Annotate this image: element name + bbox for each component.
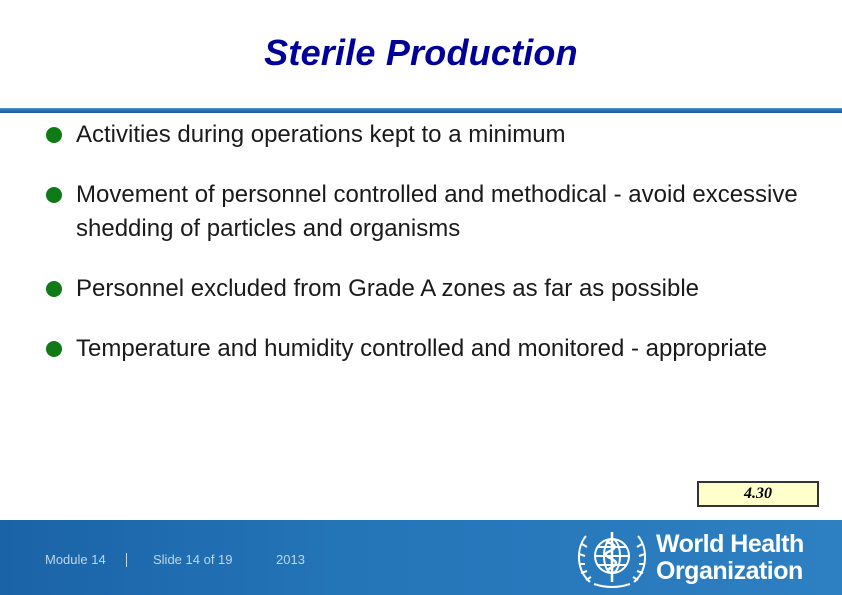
footer-separator	[126, 553, 127, 567]
title-divider	[0, 108, 842, 113]
who-organization-name	[656, 531, 804, 585]
bullet-text: Movement of personnel controlled and methodical - avoid excessive shedding of particles and organisms	[76, 181, 798, 242]
footer-year: 2013	[276, 552, 305, 567]
bullet-dot-icon	[46, 281, 62, 297]
who-name-line1: World Health	[656, 530, 804, 558]
who-name-line2: Organization	[656, 557, 803, 585]
footer-slide-count: Slide 14 of 19	[153, 552, 233, 567]
bullet-text: Activities during operations kept to a minimum	[76, 121, 566, 148]
bullet-dot-icon	[46, 187, 62, 203]
bullet-item	[44, 118, 824, 152]
bullet-list	[44, 118, 824, 366]
bullet-item	[44, 332, 824, 366]
bullet-text: Personnel excluded from Grade A zones as far as possible	[76, 275, 700, 302]
slide-title: Sterile Production	[264, 32, 578, 73]
bullet-item	[44, 272, 824, 306]
bullet-dot-icon	[46, 341, 62, 357]
who-emblem-icon	[572, 526, 652, 590]
slide-number-badge: 4.30	[697, 481, 819, 507]
bullet-item	[44, 178, 824, 246]
footer-module: Module 14	[45, 552, 106, 567]
footer-bar	[0, 520, 842, 595]
bullet-dot-icon	[46, 127, 62, 143]
bullet-text: Temperature and humidity controlled and monitored - appropriate	[76, 335, 768, 362]
